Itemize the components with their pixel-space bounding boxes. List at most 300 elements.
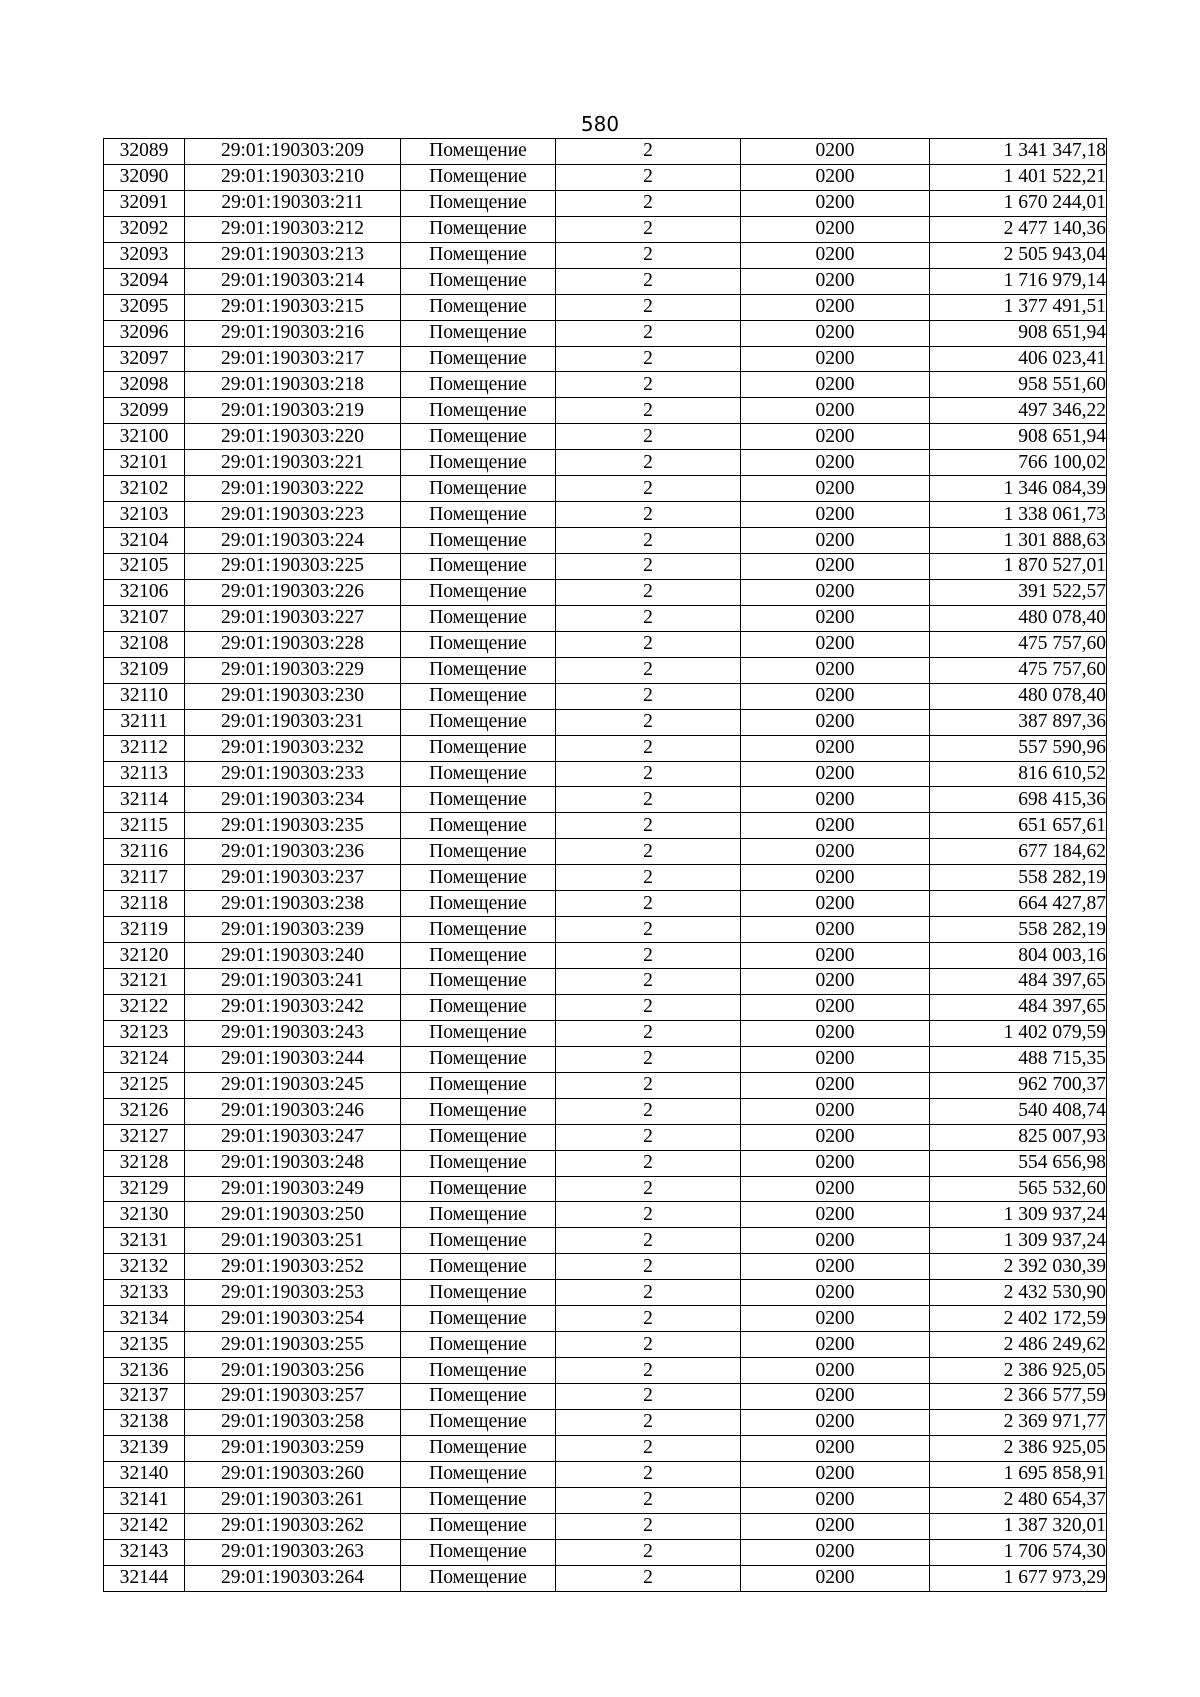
object-type-cell: Помещение (401, 1202, 556, 1228)
cadastral-value-cell: 2 386 925,05 (930, 1435, 1107, 1461)
row-number-cell: 32130 (104, 1202, 185, 1228)
row-number-cell: 32119 (104, 917, 185, 943)
row-number-cell: 32108 (104, 631, 185, 657)
count-cell: 2 (556, 787, 741, 813)
count-cell: 2 (556, 605, 741, 631)
cadastral-number-cell: 29:01:190303:225 (185, 554, 401, 580)
row-number-cell: 32110 (104, 683, 185, 709)
table-row (104, 1539, 1107, 1565)
count-cell: 2 (556, 346, 741, 372)
cadastral-number-cell: 29:01:190303:244 (185, 1046, 401, 1072)
count-cell: 2 (556, 139, 741, 165)
count-cell: 2 (556, 943, 741, 969)
row-number-cell: 32138 (104, 1409, 185, 1435)
object-type-cell: Помещение (401, 1461, 556, 1487)
registry-table-body (104, 139, 1107, 1592)
cadastral-number-cell: 29:01:190303:229 (185, 657, 401, 683)
cadastral-number-cell: 29:01:190303:232 (185, 735, 401, 761)
code-cell: 0200 (741, 1072, 930, 1098)
cadastral-value-cell: 2 486 249,62 (930, 1332, 1107, 1358)
table-row (104, 1461, 1107, 1487)
code-cell: 0200 (741, 1098, 930, 1124)
code-cell: 0200 (741, 994, 930, 1020)
row-number-cell: 32096 (104, 320, 185, 346)
count-cell: 2 (556, 1176, 741, 1202)
cadastral-value-cell: 480 078,40 (930, 605, 1107, 631)
cadastral-value-cell: 1 309 937,24 (930, 1202, 1107, 1228)
count-cell: 2 (556, 450, 741, 476)
count-cell: 2 (556, 1487, 741, 1513)
cadastral-value-cell: 1 870 527,01 (930, 554, 1107, 580)
cadastral-number-cell: 29:01:190303:256 (185, 1358, 401, 1384)
count-cell: 2 (556, 398, 741, 424)
cadastral-value-cell: 2 505 943,04 (930, 242, 1107, 268)
cadastral-number-cell: 29:01:190303:257 (185, 1384, 401, 1410)
table-row (104, 268, 1107, 294)
cadastral-value-cell: 1 301 888,63 (930, 528, 1107, 554)
table-row (104, 1487, 1107, 1513)
table-row (104, 190, 1107, 216)
table-row (104, 476, 1107, 502)
cadastral-number-cell: 29:01:190303:226 (185, 579, 401, 605)
row-number-cell: 32103 (104, 502, 185, 528)
object-type-cell: Помещение (401, 787, 556, 813)
cadastral-number-cell: 29:01:190303:239 (185, 917, 401, 943)
count-cell: 2 (556, 268, 741, 294)
cadastral-value-cell: 2 366 577,59 (930, 1384, 1107, 1410)
code-cell: 0200 (741, 528, 930, 554)
object-type-cell: Помещение (401, 839, 556, 865)
table-row (104, 657, 1107, 683)
row-number-cell: 32135 (104, 1332, 185, 1358)
code-cell: 0200 (741, 1150, 930, 1176)
cadastral-number-cell: 29:01:190303:228 (185, 631, 401, 657)
object-type-cell: Помещение (401, 294, 556, 320)
row-number-cell: 32098 (104, 372, 185, 398)
object-type-cell: Помещение (401, 683, 556, 709)
cadastral-value-cell: 958 551,60 (930, 372, 1107, 398)
count-cell: 2 (556, 528, 741, 554)
table-row (104, 1565, 1107, 1591)
table-row (104, 1072, 1107, 1098)
cadastral-number-cell: 29:01:190303:247 (185, 1124, 401, 1150)
row-number-cell: 32109 (104, 657, 185, 683)
cadastral-number-cell: 29:01:190303:252 (185, 1254, 401, 1280)
cadastral-value-cell: 2 477 140,36 (930, 216, 1107, 242)
cadastral-number-cell: 29:01:190303:238 (185, 891, 401, 917)
row-number-cell: 32113 (104, 761, 185, 787)
code-cell: 0200 (741, 1280, 930, 1306)
table-row (104, 164, 1107, 190)
cadastral-number-cell: 29:01:190303:255 (185, 1332, 401, 1358)
code-cell: 0200 (741, 242, 930, 268)
row-number-cell: 32102 (104, 476, 185, 502)
code-cell: 0200 (741, 1565, 930, 1591)
count-cell: 2 (556, 1461, 741, 1487)
cadastral-number-cell: 29:01:190303:230 (185, 683, 401, 709)
count-cell: 2 (556, 372, 741, 398)
table-row (104, 865, 1107, 891)
cadastral-value-cell: 540 408,74 (930, 1098, 1107, 1124)
table-row (104, 813, 1107, 839)
object-type-cell: Помещение (401, 917, 556, 943)
row-number-cell: 32104 (104, 528, 185, 554)
cadastral-number-cell: 29:01:190303:224 (185, 528, 401, 554)
code-cell: 0200 (741, 1176, 930, 1202)
cadastral-number-cell: 29:01:190303:221 (185, 450, 401, 476)
count-cell: 2 (556, 1306, 741, 1332)
count-cell: 2 (556, 891, 741, 917)
cadastral-value-cell: 2 392 030,39 (930, 1254, 1107, 1280)
code-cell: 0200 (741, 657, 930, 683)
code-cell: 0200 (741, 1409, 930, 1435)
count-cell: 2 (556, 164, 741, 190)
cadastral-number-cell: 29:01:190303:240 (185, 943, 401, 969)
table-row (104, 372, 1107, 398)
table-row (104, 1384, 1107, 1410)
table-row (104, 839, 1107, 865)
cadastral-number-cell: 29:01:190303:258 (185, 1409, 401, 1435)
object-type-cell: Помещение (401, 1332, 556, 1358)
row-number-cell: 32141 (104, 1487, 185, 1513)
row-number-cell: 32140 (104, 1461, 185, 1487)
cadastral-value-cell: 475 757,60 (930, 657, 1107, 683)
table-row (104, 735, 1107, 761)
cadastral-value-cell: 484 397,65 (930, 969, 1107, 995)
row-number-cell: 32126 (104, 1098, 185, 1124)
table-row (104, 1046, 1107, 1072)
table-row (104, 398, 1107, 424)
cadastral-value-cell: 1 695 858,91 (930, 1461, 1107, 1487)
code-cell: 0200 (741, 398, 930, 424)
code-cell: 0200 (741, 865, 930, 891)
row-number-cell: 32137 (104, 1384, 185, 1410)
cadastral-number-cell: 29:01:190303:246 (185, 1098, 401, 1124)
count-cell: 2 (556, 424, 741, 450)
count-cell: 2 (556, 1409, 741, 1435)
cadastral-number-cell: 29:01:190303:254 (185, 1306, 401, 1332)
code-cell: 0200 (741, 1202, 930, 1228)
object-type-cell: Помещение (401, 1384, 556, 1410)
object-type-cell: Помещение (401, 579, 556, 605)
row-number-cell: 32129 (104, 1176, 185, 1202)
cadastral-number-cell: 29:01:190303:231 (185, 709, 401, 735)
code-cell: 0200 (741, 1461, 930, 1487)
object-type-cell: Помещение (401, 320, 556, 346)
object-type-cell: Помещение (401, 1306, 556, 1332)
object-type-cell: Помещение (401, 346, 556, 372)
code-cell: 0200 (741, 579, 930, 605)
object-type-cell: Помещение (401, 709, 556, 735)
row-number-cell: 32134 (104, 1306, 185, 1332)
code-cell: 0200 (741, 190, 930, 216)
code-cell: 0200 (741, 1046, 930, 1072)
table-row (104, 1124, 1107, 1150)
cadastral-value-cell: 558 282,19 (930, 917, 1107, 943)
cadastral-value-cell: 1 677 973,29 (930, 1565, 1107, 1591)
row-number-cell: 32120 (104, 943, 185, 969)
object-type-cell: Помещение (401, 268, 556, 294)
code-cell: 0200 (741, 1539, 930, 1565)
table-row (104, 242, 1107, 268)
object-type-cell: Помещение (401, 1280, 556, 1306)
count-cell: 2 (556, 1565, 741, 1591)
count-cell: 2 (556, 1332, 741, 1358)
cadastral-value-cell: 558 282,19 (930, 865, 1107, 891)
count-cell: 2 (556, 294, 741, 320)
cadastral-number-cell: 29:01:190303:263 (185, 1539, 401, 1565)
cadastral-value-cell: 565 532,60 (930, 1176, 1107, 1202)
row-number-cell: 32106 (104, 579, 185, 605)
code-cell: 0200 (741, 917, 930, 943)
code-cell: 0200 (741, 605, 930, 631)
count-cell: 2 (556, 1072, 741, 1098)
row-number-cell: 32144 (104, 1565, 185, 1591)
cadastral-value-cell: 497 346,22 (930, 398, 1107, 424)
cadastral-value-cell: 664 427,87 (930, 891, 1107, 917)
cadastral-number-cell: 29:01:190303:217 (185, 346, 401, 372)
count-cell: 2 (556, 761, 741, 787)
table-row (104, 450, 1107, 476)
count-cell: 2 (556, 190, 741, 216)
table-row (104, 1150, 1107, 1176)
code-cell: 0200 (741, 164, 930, 190)
cadastral-value-cell: 1 401 522,21 (930, 164, 1107, 190)
count-cell: 2 (556, 1020, 741, 1046)
object-type-cell: Помещение (401, 631, 556, 657)
code-cell: 0200 (741, 372, 930, 398)
table-row (104, 139, 1107, 165)
cadastral-value-cell: 766 100,02 (930, 450, 1107, 476)
row-number-cell: 32091 (104, 190, 185, 216)
object-type-cell: Помещение (401, 1228, 556, 1254)
cadastral-number-cell: 29:01:190303:222 (185, 476, 401, 502)
cadastral-number-cell: 29:01:190303:264 (185, 1565, 401, 1591)
object-type-cell: Помещение (401, 761, 556, 787)
cadastral-number-cell: 29:01:190303:216 (185, 320, 401, 346)
object-type-cell: Помещение (401, 450, 556, 476)
count-cell: 2 (556, 839, 741, 865)
code-cell: 0200 (741, 1332, 930, 1358)
table-row (104, 891, 1107, 917)
cadastral-value-cell: 677 184,62 (930, 839, 1107, 865)
table-row (104, 502, 1107, 528)
object-type-cell: Помещение (401, 1565, 556, 1591)
row-number-cell: 32131 (104, 1228, 185, 1254)
count-cell: 2 (556, 917, 741, 943)
count-cell: 2 (556, 579, 741, 605)
object-type-cell: Помещение (401, 605, 556, 631)
row-number-cell: 32132 (104, 1254, 185, 1280)
count-cell: 2 (556, 1358, 741, 1384)
count-cell: 2 (556, 1254, 741, 1280)
count-cell: 2 (556, 1280, 741, 1306)
cadastral-value-cell: 698 415,36 (930, 787, 1107, 813)
cadastral-number-cell: 29:01:190303:235 (185, 813, 401, 839)
row-number-cell: 32097 (104, 346, 185, 372)
cadastral-number-cell: 29:01:190303:215 (185, 294, 401, 320)
table-row (104, 994, 1107, 1020)
row-number-cell: 32099 (104, 398, 185, 424)
row-number-cell: 32092 (104, 216, 185, 242)
object-type-cell: Помещение (401, 1046, 556, 1072)
table-row (104, 1332, 1107, 1358)
row-number-cell: 32123 (104, 1020, 185, 1046)
table-row (104, 1409, 1107, 1435)
cadastral-value-cell: 406 023,41 (930, 346, 1107, 372)
code-cell: 0200 (741, 450, 930, 476)
object-type-cell: Помещение (401, 813, 556, 839)
object-type-cell: Помещение (401, 994, 556, 1020)
cadastral-value-cell: 554 656,98 (930, 1150, 1107, 1176)
row-number-cell: 32112 (104, 735, 185, 761)
count-cell: 2 (556, 994, 741, 1020)
row-number-cell: 32142 (104, 1513, 185, 1539)
count-cell: 2 (556, 1046, 741, 1072)
row-number-cell: 32105 (104, 554, 185, 580)
cadastral-value-cell: 1 341 347,18 (930, 139, 1107, 165)
count-cell: 2 (556, 1202, 741, 1228)
row-number-cell: 32128 (104, 1150, 185, 1176)
table-row (104, 216, 1107, 242)
table-row (104, 1280, 1107, 1306)
row-number-cell: 32136 (104, 1358, 185, 1384)
cadastral-value-cell: 2 480 654,37 (930, 1487, 1107, 1513)
table-row (104, 1228, 1107, 1254)
table-row (104, 917, 1107, 943)
code-cell: 0200 (741, 554, 930, 580)
cadastral-number-cell: 29:01:190303:262 (185, 1513, 401, 1539)
table-row (104, 320, 1107, 346)
cadastral-number-cell: 29:01:190303:242 (185, 994, 401, 1020)
cadastral-number-cell: 29:01:190303:243 (185, 1020, 401, 1046)
cadastral-value-cell: 475 757,60 (930, 631, 1107, 657)
count-cell: 2 (556, 1539, 741, 1565)
registry-table (103, 138, 1107, 1592)
code-cell: 0200 (741, 1228, 930, 1254)
table-row (104, 1098, 1107, 1124)
code-cell: 0200 (741, 839, 930, 865)
object-type-cell: Помещение (401, 1539, 556, 1565)
object-type-cell: Помещение (401, 164, 556, 190)
cadastral-value-cell: 488 715,35 (930, 1046, 1107, 1072)
row-number-cell: 32100 (104, 424, 185, 450)
object-type-cell: Помещение (401, 1176, 556, 1202)
object-type-cell: Помещение (401, 1409, 556, 1435)
cadastral-value-cell: 2 402 172,59 (930, 1306, 1107, 1332)
cadastral-value-cell: 387 897,36 (930, 709, 1107, 735)
object-type-cell: Помещение (401, 865, 556, 891)
object-type-cell: Помещение (401, 891, 556, 917)
code-cell: 0200 (741, 320, 930, 346)
count-cell: 2 (556, 476, 741, 502)
cadastral-number-cell: 29:01:190303:218 (185, 372, 401, 398)
code-cell: 0200 (741, 1384, 930, 1410)
cadastral-number-cell: 29:01:190303:210 (185, 164, 401, 190)
count-cell: 2 (556, 631, 741, 657)
cadastral-value-cell: 962 700,37 (930, 1072, 1107, 1098)
count-cell: 2 (556, 242, 741, 268)
code-cell: 0200 (741, 139, 930, 165)
cadastral-number-cell: 29:01:190303:211 (185, 190, 401, 216)
code-cell: 0200 (741, 1487, 930, 1513)
cadastral-value-cell: 651 657,61 (930, 813, 1107, 839)
cadastral-value-cell: 816 610,52 (930, 761, 1107, 787)
cadastral-value-cell: 804 003,16 (930, 943, 1107, 969)
count-cell: 2 (556, 709, 741, 735)
table-row (104, 943, 1107, 969)
cadastral-number-cell: 29:01:190303:236 (185, 839, 401, 865)
code-cell: 0200 (741, 1254, 930, 1280)
row-number-cell: 32143 (104, 1539, 185, 1565)
cadastral-number-cell: 29:01:190303:220 (185, 424, 401, 450)
code-cell: 0200 (741, 1435, 930, 1461)
table-row (104, 969, 1107, 995)
row-number-cell: 32089 (104, 139, 185, 165)
table-row (104, 605, 1107, 631)
cadastral-number-cell: 29:01:190303:234 (185, 787, 401, 813)
row-number-cell: 32116 (104, 839, 185, 865)
cadastral-value-cell: 1 346 084,39 (930, 476, 1107, 502)
cadastral-value-cell: 1 338 061,73 (930, 502, 1107, 528)
object-type-cell: Помещение (401, 398, 556, 424)
object-type-cell: Помещение (401, 969, 556, 995)
table-row (104, 424, 1107, 450)
row-number-cell: 32101 (104, 450, 185, 476)
row-number-cell: 32127 (104, 1124, 185, 1150)
table-row (104, 709, 1107, 735)
table-row (104, 579, 1107, 605)
cadastral-number-cell: 29:01:190303:214 (185, 268, 401, 294)
object-type-cell: Помещение (401, 735, 556, 761)
object-type-cell: Помещение (401, 424, 556, 450)
cadastral-number-cell: 29:01:190303:260 (185, 1461, 401, 1487)
count-cell: 2 (556, 683, 741, 709)
page-number: 580 (580, 112, 620, 136)
cadastral-value-cell: 2 386 925,05 (930, 1358, 1107, 1384)
code-cell: 0200 (741, 1358, 930, 1384)
table-row (104, 1435, 1107, 1461)
count-cell: 2 (556, 735, 741, 761)
cadastral-value-cell: 1 670 244,01 (930, 190, 1107, 216)
code-cell: 0200 (741, 502, 930, 528)
cadastral-number-cell: 29:01:190303:250 (185, 1202, 401, 1228)
count-cell: 2 (556, 865, 741, 891)
code-cell: 0200 (741, 1513, 930, 1539)
table-row (104, 631, 1107, 657)
object-type-cell: Помещение (401, 190, 556, 216)
cadastral-number-cell: 29:01:190303:245 (185, 1072, 401, 1098)
code-cell: 0200 (741, 294, 930, 320)
object-type-cell: Помещение (401, 554, 556, 580)
object-type-cell: Помещение (401, 943, 556, 969)
count-cell: 2 (556, 1124, 741, 1150)
cadastral-value-cell: 1 377 491,51 (930, 294, 1107, 320)
table-row (104, 761, 1107, 787)
cadastral-value-cell: 1 402 079,59 (930, 1020, 1107, 1046)
count-cell: 2 (556, 1228, 741, 1254)
code-cell: 0200 (741, 969, 930, 995)
cadastral-value-cell: 2 432 530,90 (930, 1280, 1107, 1306)
cadastral-number-cell: 29:01:190303:241 (185, 969, 401, 995)
table-row (104, 1513, 1107, 1539)
cadastral-number-cell: 29:01:190303:248 (185, 1150, 401, 1176)
cadastral-number-cell: 29:01:190303:237 (185, 865, 401, 891)
cadastral-value-cell: 480 078,40 (930, 683, 1107, 709)
code-cell: 0200 (741, 813, 930, 839)
object-type-cell: Помещение (401, 1020, 556, 1046)
cadastral-number-cell: 29:01:190303:261 (185, 1487, 401, 1513)
